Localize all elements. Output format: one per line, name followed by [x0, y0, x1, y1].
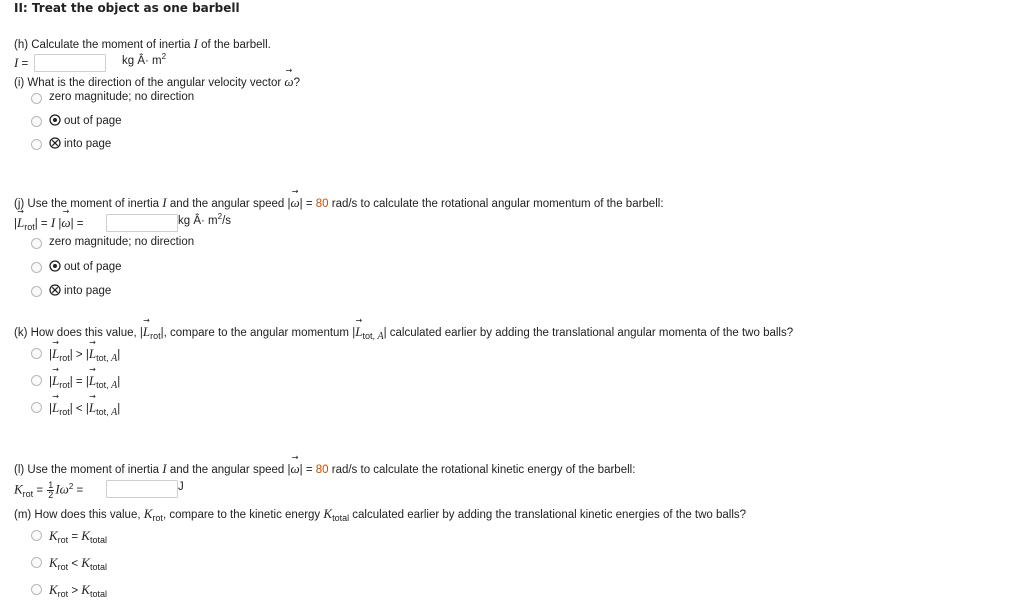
k-option-less: |→ $L_{rot}|$ < |→ $L_{tot, A}|$ [49, 400, 120, 416]
x-in-circle-icon [49, 137, 61, 149]
i-option-zero-label: zero magnitude; no direction [49, 91, 195, 103]
j-radio-into[interactable] [31, 286, 42, 297]
section-title: II: Treat the object as one barbell [14, 1, 240, 15]
j-eq-label: |→ $L_{rot}| = I$ |→ ω| = [14, 215, 83, 231]
j-option-out-label: out of page [64, 261, 122, 273]
l-speed: 80 [315, 464, 329, 476]
l-eq-label: $K_{rot}$ = $\frac{1}{2}$ $I\omega^2$ = [14, 480, 84, 500]
l-unit: J [178, 481, 184, 493]
i-radio-zero[interactable] [31, 93, 42, 104]
m-option-less: $K_{rot} < K_{total}$ [49, 555, 107, 572]
i-radio-out[interactable] [31, 116, 42, 127]
j-speed: 80 [315, 198, 329, 210]
j-option-into [49, 284, 111, 297]
j-radio-out[interactable] [31, 262, 42, 273]
question-j: (j) Use the moment of inertia I and the angular speed |→ ω| = 80 rad/s to calculate the rotational angular momentum of the barbell: [14, 195, 664, 211]
i-radio-into[interactable] [31, 139, 42, 150]
m-radio-less[interactable] [31, 557, 42, 568]
i-option-into [49, 137, 111, 150]
i-option-out-label: out of page [64, 115, 122, 127]
k-option-greater: |→ $L_{rot}|$ > |→ $L_{tot, A}|$ [49, 346, 120, 362]
k-option-equal: |→ $L_{rot}|$ = |→ $L_{tot, A}|$ [49, 373, 120, 389]
h-unit: kg Â· $m^2$ [122, 52, 167, 67]
m-option-greater: $K_{rot} > K_{total}$ [49, 582, 107, 599]
question-k: (k) How does this value, |→ $L_{rot}|$, compare to the angular momentum |→ $L_{tot, A}|$ calculated earlier by adding the translational angular momenta of the two balls? [14, 324, 793, 340]
angular-momentum-input[interactable] [106, 214, 178, 232]
m-option-equal: $K_{rot} = K_{total}$ [49, 528, 107, 545]
k-radio-less[interactable] [31, 402, 42, 413]
dot-in-circle-icon [49, 114, 61, 126]
question-l: (l) Use the moment of inertia I and the angular speed |→ ω| = 80 rad/s to calculate the rotational kinetic energy of the barbell: [14, 461, 635, 477]
i-option-out [49, 114, 122, 127]
j-option-out [49, 260, 122, 273]
j-option-zero-label: zero magnitude; no direction [49, 236, 195, 248]
moment-of-inertia-input[interactable] [34, 54, 106, 72]
dot-in-circle-icon [49, 260, 61, 272]
k-radio-greater[interactable] [31, 348, 42, 359]
kinetic-energy-input[interactable] [106, 480, 178, 498]
m-radio-greater[interactable] [31, 584, 42, 595]
i-option-into-label: into page [64, 138, 112, 150]
j-unit: kg Â· $m^2/s$ [178, 212, 232, 227]
j-option-into-label: into page [64, 285, 112, 297]
j-radio-zero[interactable] [31, 238, 42, 249]
h-var-label: I = [14, 55, 29, 70]
question-h: (h) Calculate the moment of inertia I of the barbell. [14, 36, 271, 51]
m-radio-equal[interactable] [31, 530, 42, 541]
question-i: (i) What is the direction of the angular velocity vector → ω? [14, 74, 300, 90]
x-in-circle-icon [49, 284, 61, 296]
k-radio-equal[interactable] [31, 375, 42, 386]
question-m: (m) How does this value, $K_{rot}$, compare to the kinetic energy $K_{total}$ calculated earlier by adding the translational kinetic energies of the two balls? [14, 506, 747, 523]
